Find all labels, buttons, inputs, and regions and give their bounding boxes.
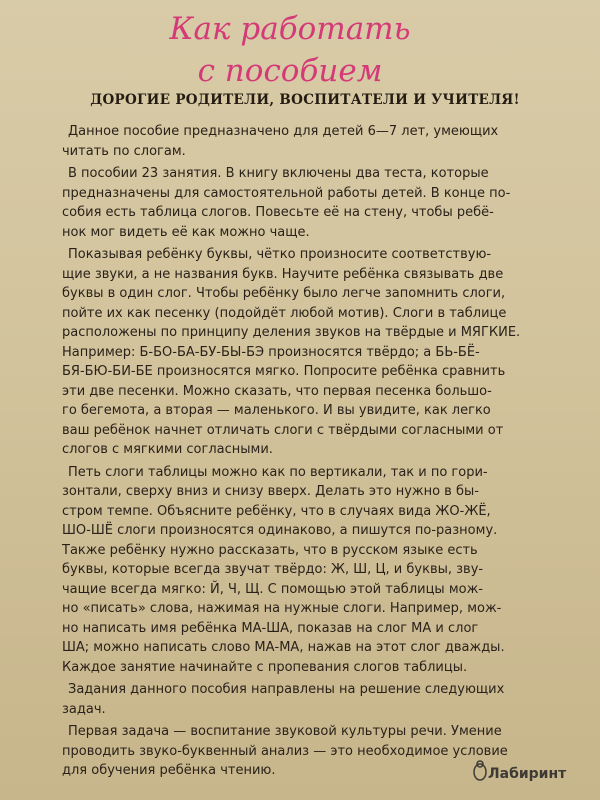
watermark-text: Лабиринт <box>488 766 567 782</box>
text-line: задач. <box>62 701 106 717</box>
text-line: расположены по принципу деления звуков на твёрдые и МЯГКИЕ. <box>62 325 521 340</box>
text-line: В пособии 23 занятия. В книгу включены два теста, которые <box>68 166 489 181</box>
paragraph <box>62 164 560 242</box>
text-line: ШО-ШЁ слоги произносятся одинаково, а пишутся по-разному. <box>62 523 498 538</box>
labyrinth-logo-icon <box>472 758 488 782</box>
text-line: слогов с мягкими согласными. <box>62 442 273 457</box>
text-line: для обучения ребёнка чтению. <box>62 763 276 778</box>
text-line: Каждое занятие начинайте с пропевания слогов таблицы. <box>62 659 468 675</box>
text-line: Также ребёнку нужно рассказать, что в русском языке есть <box>62 542 478 558</box>
page-title <box>130 8 450 92</box>
text-line: буквы в один слог. Чтобы ребёнку было легче запомнить слоги, <box>62 286 506 301</box>
page-subtitle: ДОРОГИЕ РОДИТЕЛИ, ВОСПИТАТЕЛИ И УЧИТЕЛЯ! <box>90 92 520 108</box>
text-line: но «писать» слова, нажимая на нужные слоги. Например, мож- <box>62 601 502 616</box>
paragraph <box>62 122 560 161</box>
text-line: буквы, которые всегда звучат твёрдо: Ж, Ш, Ц, и буквы, зву- <box>62 562 484 577</box>
text-line: но написать имя ребёнка МА-ША, показав на слог МА и слог <box>62 620 479 636</box>
text-line: Например: Б-БО-БА-БУ-БЫ-БЭ произносятся твёрдо; а БЬ-БЁ- <box>62 344 480 360</box>
paragraph <box>62 680 560 719</box>
text-line: Данное пособие предназначено для детей 6—7 лет, умеющих <box>68 124 499 139</box>
text-line: го бегемота, а вторая — маленького. И вы увидите, как легко <box>62 403 491 418</box>
paragraph <box>62 245 560 460</box>
text-line: пойте их как песенку (подойдёт любой мотив). Слоги в таблице <box>62 305 507 321</box>
text-line: эти две песенки. Можно сказать, что первая песенка большо- <box>62 383 492 399</box>
text-line: Показывая ребёнку буквы, чётко произносите соответствую- <box>68 247 492 262</box>
text-line: БЯ-БЮ-БИ-БЕ произносятся мягко. Попросите ребёнка сравнить <box>62 364 506 379</box>
text-line: проводить звуко-буквенный анализ — это необходимое условие <box>62 743 508 759</box>
text-line: ваш ребёнок начнет отличать слоги с твёрдыми согласными от <box>62 422 504 438</box>
text-line: читать по слогам. <box>62 143 186 159</box>
title-line-1: Как работать <box>169 11 411 47</box>
text-line: собия есть таблица слогов. Повесьте её на стену, чтобы ребё- <box>62 205 494 220</box>
text-line: нок мог видеть её как можно чаще. <box>62 224 310 240</box>
title-line-2: с пособием <box>197 53 383 89</box>
text-line: стром темпе. Объясните ребёнку, что в случаях вида ЖО-ЖЁ, <box>62 503 491 519</box>
text-line: ША; можно написать слово МА-МА, нажав на этот слог дважды. <box>62 640 505 655</box>
text-line: Задания данного пособия направлены на решение следующих <box>68 682 505 697</box>
text-line: чащие всегда мягко: Й, Ч, Щ. С помощью этой таблицы мож- <box>62 581 483 597</box>
text-line: Петь слоги таблицы можно как по вертикали, так и по гори- <box>68 464 488 480</box>
paragraph <box>62 463 560 678</box>
text-line: предназначены для самостоятельной работы детей. В конце по- <box>62 185 511 201</box>
text-line: Первая задача — воспитание звуковой культуры речи. Умение <box>68 724 502 739</box>
text-line: зонтали, сверху вниз и снизу вверх. Делать это нужно в бы- <box>62 484 479 499</box>
body-text <box>62 122 560 784</box>
text-line: щие звуки, а не названия букв. Научите ребёнка связывать две <box>62 266 504 282</box>
